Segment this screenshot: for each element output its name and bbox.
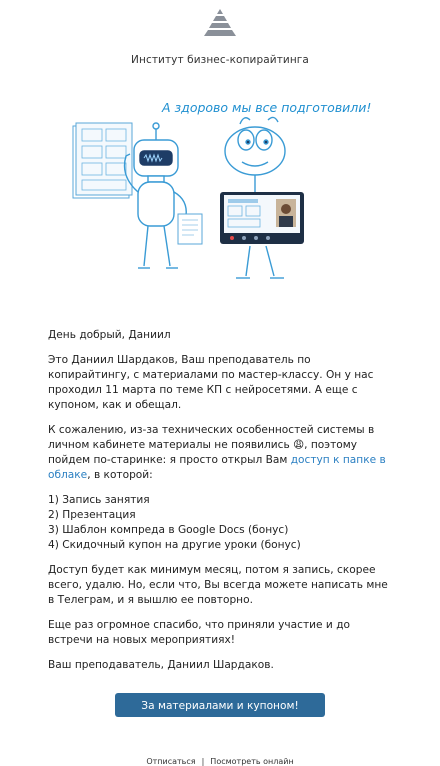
- cta-container: [0, 693, 440, 717]
- document-stack-icon: [73, 123, 132, 198]
- list-item: 4) Скидочный купон на другие уроки (бонус): [48, 539, 301, 551]
- greeting: День добрый, Даниил: [48, 329, 171, 341]
- letter-body: [0, 328, 440, 673]
- header: [0, 0, 440, 66]
- materials-coupon-button[interactable]: За материалами и купоном!: [115, 693, 325, 717]
- tablet-icon: [220, 192, 304, 244]
- unsubscribe-link[interactable]: Отписаться: [146, 757, 196, 766]
- cloud-folder-link[interactable]: доступ к папке в облаке: [48, 454, 386, 481]
- materials-list: [48, 493, 392, 553]
- hero-illustration: [70, 96, 370, 306]
- left-robot: [125, 123, 187, 268]
- paragraph-thanks: Еще раз огромное спасибо, что приняли участие и до встречи на новых мероприятиях!: [48, 619, 350, 646]
- list-item: 3) Шаблон компреда в Google Docs (бонус): [48, 524, 289, 536]
- paragraph-duration: Доступ будет как минимум месяц, потом я запись, скорее всего, удалю. Но, если что, Вы всегда можете написать мне в Телеграм, и я вышлю ее повторно.: [48, 564, 388, 606]
- speech-text: А здорово мы все подготовили!: [162, 100, 372, 115]
- org-name: Институт бизнес-копирайтинга: [131, 54, 309, 66]
- robots-illustration: [70, 96, 370, 306]
- paragraph-intro: Это Даниил Шардаков, Ваш преподаватель по копирайтингу, с материалами по мастер-классу. Он у нас проходил 11 марта по теме КП с нейросетями. А еще с купоном, как и обещал.: [48, 354, 374, 411]
- paragraph-access-end: , в которой:: [87, 469, 153, 481]
- list-item: 2) Презентация: [48, 509, 136, 521]
- footer-separator: |: [201, 757, 205, 766]
- view-online-link[interactable]: Посмотреть онлайн: [210, 757, 294, 766]
- list-item: 1) Запись занятия: [48, 494, 150, 506]
- document-icon: [178, 214, 202, 244]
- paragraph-access-middle: , поэтому пойдем по-старинке: я просто открыл Вам: [48, 439, 358, 466]
- signature: Ваш преподаватель, Даниил Шардаков.: [48, 659, 274, 671]
- sad-emoji-icon: 😩: [293, 439, 305, 451]
- footer: [0, 757, 440, 766]
- logo-icon: [202, 8, 238, 38]
- paragraph-access: [48, 423, 392, 483]
- paragraph-access-start: К сожалению, из-за технических особенностей системы в личном кабинете материалы не появились: [48, 424, 375, 451]
